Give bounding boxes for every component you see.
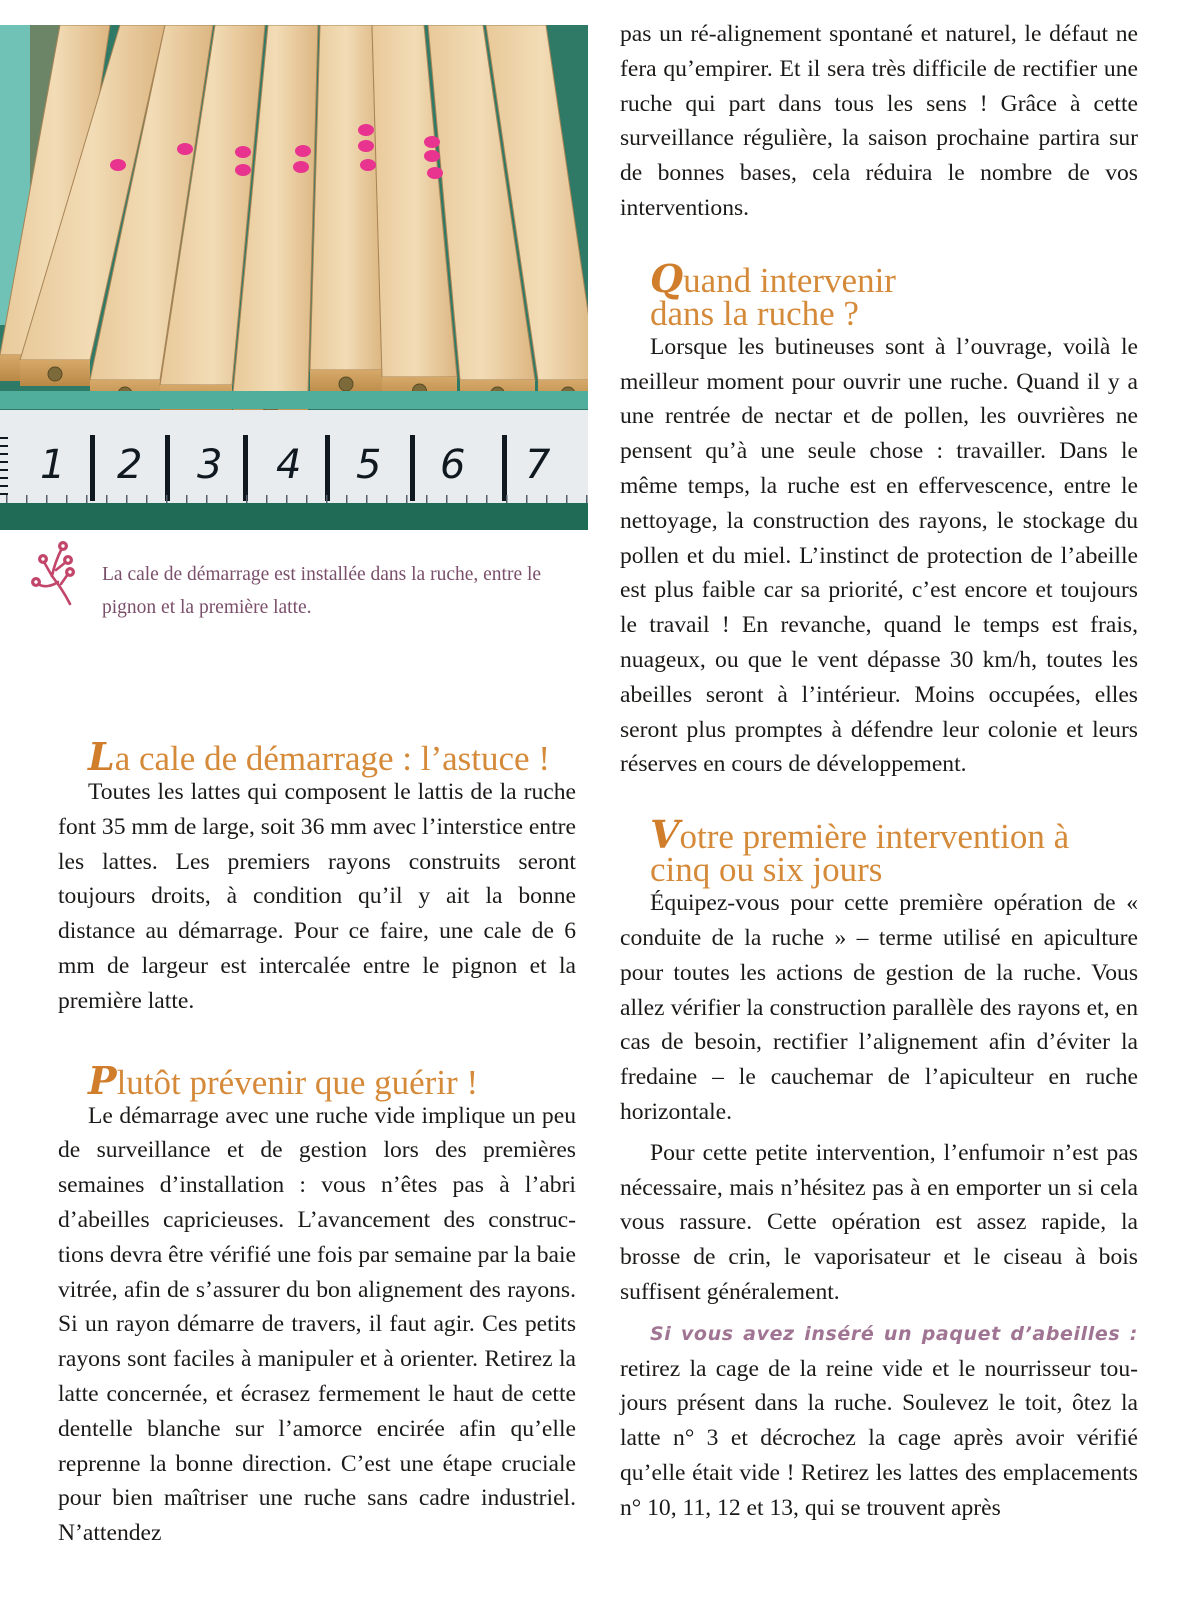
pink-dot: [110, 159, 126, 171]
ruler-minor-tick: [546, 495, 548, 503]
pink-dot: [235, 146, 251, 158]
nail-head: [48, 367, 62, 381]
heading-text: a cale de démarrage : l’astuce !: [114, 739, 550, 778]
ruler-number: 2: [117, 442, 143, 488]
pink-dot: [360, 159, 376, 171]
ruler-minor-tick: [426, 495, 428, 503]
ruler-minor-tick: [26, 495, 28, 503]
ruler-minor-tick: [306, 495, 308, 503]
ruler-number: 6: [440, 442, 466, 488]
ruler-number: 5: [356, 442, 382, 488]
ruler-edge-tick: [0, 453, 8, 455]
pink-dot: [235, 164, 251, 176]
ruler-number: 7: [525, 442, 551, 488]
ruler-minor-tick: [526, 495, 528, 503]
photo-caption: [30, 540, 570, 620]
ruler-edge-tick: [0, 493, 8, 495]
dropcap: P: [88, 1057, 117, 1103]
ruler-major-tick: [502, 435, 507, 501]
pink-dot: [358, 140, 374, 152]
right-column: [620, 17, 1138, 1525]
ruler-minor-tick: [506, 495, 508, 503]
section-heading-quand: [620, 255, 1138, 333]
section-heading-votre: [620, 812, 1138, 890]
berry-branch-icon: [30, 540, 82, 606]
ruler-minor-tick: [166, 495, 168, 503]
nail-head: [339, 377, 353, 391]
lead-in-paragraph-text: retirez la cage de la reine vide et le nourrisseur toujours présent dans la ruche. Soulevez le toit, ôtez la latte n° 3 et décrochez la cage après avoir vérifié qu’elle était vide ! Retirez les lattes des emplacements n° 10, 11, 12 et 13, qui se trouvent après: [620, 1355, 1138, 1521]
ruler-minor-tick: [346, 495, 348, 503]
heading-text: otre première intervention à: [679, 817, 1070, 857]
ruler-major-tick: [90, 435, 95, 501]
heading-text-line2: cinq ou six jours: [650, 850, 883, 890]
pink-dot: [427, 167, 443, 179]
lead-in-text: Si vous avez inséré un paquet d’abeilles :: [650, 1322, 1138, 1345]
ruler-minor-tick: [126, 495, 128, 503]
ruler-minor-tick: [286, 495, 288, 503]
ruler-minor-tick: [206, 495, 208, 503]
wooden-bar: [310, 25, 382, 370]
hive-bars-photo: [0, 25, 588, 530]
pink-dot: [424, 150, 440, 162]
ruler-major-tick: [325, 435, 330, 501]
heading-text: uand intervenir: [683, 260, 896, 300]
ruler-minor-tick: [466, 495, 468, 503]
wooden-bars: [0, 25, 588, 419]
ruler-minor-tick: [6, 495, 8, 503]
ruler-minor-tick: [226, 495, 228, 503]
left-column: [58, 734, 576, 1551]
ruler-edge-tick: [0, 469, 8, 471]
heading-text-line2: dans la ruche ?: [650, 293, 859, 333]
ruler-major-tick: [243, 435, 248, 501]
caption-text: La cale de démarrage est installée dans la ruche, entre le pignon et la première latte.: [102, 564, 542, 618]
dropcap: L: [88, 734, 115, 779]
ruler-edge-tick: [0, 445, 8, 447]
ruler-number: 3: [197, 442, 223, 488]
ruler-minor-tick: [86, 495, 88, 503]
ruler-number: 1: [40, 442, 66, 488]
section-heading-cale: [58, 734, 576, 779]
ruler-minor-tick: [146, 495, 148, 503]
paragraph-continuation: pas un ré-alignement spontané et naturel, le défaut ne fera qu’empirer. Et il sera très difficile de rectifier une ruche qui part dans tous les sens ! Grâce à cette surveillance régulière, la saison prochaine partira sur de bonnes bases, cela réduira le nombre de vos interventions.: [620, 21, 1138, 221]
pink-dot: [424, 136, 440, 148]
paragraph: Le démarrage avec une ruche vide implique un peu de surveillance et de gestion lors des premières semaines d’installation : vous n’êtes pas à l’abri d’abeilles capricieuses. L’avancement des constructions devra être vérifié une fois par semaine par la baie vitrée, afin de s’assurer du bon alignement des rayons. Si un rayon démarre de travers, il faut agir. Ces petits rayons sont faciles à manipuler et à orienter. Retirez la latte concernée, et écrasez fermement le haut de cette dentelle blanche sur l’amorce encirée afin qu’elle reprenne la bonne direction. C’est une étape cruciale pour bien maîtriser une ruche sans cadre industriel. N’attendez: [58, 1102, 576, 1547]
photo-illustration: [0, 25, 588, 530]
ruler-minor-tick: [186, 495, 188, 503]
ruler-minor-tick: [586, 495, 588, 503]
pink-dot: [177, 143, 193, 155]
section-heading-prevenir: [58, 1057, 576, 1103]
ruler-minor-tick: [66, 495, 68, 503]
pink-dot: [358, 124, 374, 136]
pink-dot: [293, 161, 309, 173]
ruler-edge-tick: [0, 461, 8, 463]
paragraph-lead-in: [620, 1316, 1138, 1526]
ruler-minor-tick: [406, 495, 408, 503]
ruler-major-tick: [165, 435, 170, 501]
ruler-edge-tick: [0, 477, 8, 479]
dropcap: Q: [650, 255, 684, 301]
heading-text: lutôt prévenir que guérir !: [116, 1062, 479, 1102]
paragraph: Lorsque les butineuses sont à l’ouvrage, voilà le meilleur moment pour ouvrir une ruche. Quand il y a une rentrée de nectar et de pollen, les ouvrières ne pensent qu’à une seule chose : travailler. Dans le même temps, la ruche est en effervescence, entre le nettoyage, la construction des rayons, le stockage du pollen et du miel. L’instinct de protection de l’abeille est plus faible car sa priorité, c’est encore et toujours le travail ! En revanche, quand le temps est frais, nuageux, ou que le vent dépasse 30 km/h, toutes les abeilles seront à l’intérieur. Moins occupées, elles seront plus promptes à défendre leur colonie et leurs réserves en cours de développement.: [620, 333, 1138, 778]
paragraph: Équipez-vous pour cette première opération de « conduite de la ruche » – terme utilisé en apiculture pour toutes les actions de gestion de la ruche. Vous allez vérifier la construction parallèle des rayons et, en cas de besoin, rectifier l’alignement afin d’éviter la fredaine – le cauchemar de l’apiculteur en ruche horizontale.: [620, 890, 1138, 1125]
ruler-minor-tick: [246, 495, 248, 503]
ruler-minor-tick: [266, 495, 268, 503]
ruler-minor-tick: [386, 495, 388, 503]
dropcap: V: [650, 812, 680, 858]
ruler-edge-tick: [0, 437, 8, 439]
ruler-minor-tick: [106, 495, 108, 503]
pink-dot: [295, 145, 311, 157]
paragraph: Pour cette petite intervention, l’enfumoir n’est pas nécessaire, mais n’hésitez pas à en emporter un si cela vous rassure. Cette opération est assez rapide, la brosse de crin, le vaporisateur et le ciseau à bois suffisent généralement.: [620, 1139, 1138, 1305]
ruler-minor-tick: [46, 495, 48, 503]
ruler-number: 4: [276, 442, 302, 488]
ruler-minor-tick: [446, 495, 448, 503]
ruler-minor-tick: [566, 495, 568, 503]
ruler-major-tick: [410, 435, 415, 501]
ruler-minor-tick: [486, 495, 488, 503]
ruler-minor-tick: [326, 495, 328, 503]
ruler-minor-tick: [366, 495, 368, 503]
ruler-edge-tick: [0, 485, 8, 487]
paragraph: Toutes les lattes qui composent le lattis de la ruche font 35 mm de large, soit 36 mm avec l’interstice entre les lattes. Les premiers rayons construits seront toujours droits, à condition qu’il y ait la bonne distance au démarrage. Pour ce faire, une cale de 6 mm de largeur est intercalée entre le pignon et la première latte.: [58, 779, 576, 1014]
